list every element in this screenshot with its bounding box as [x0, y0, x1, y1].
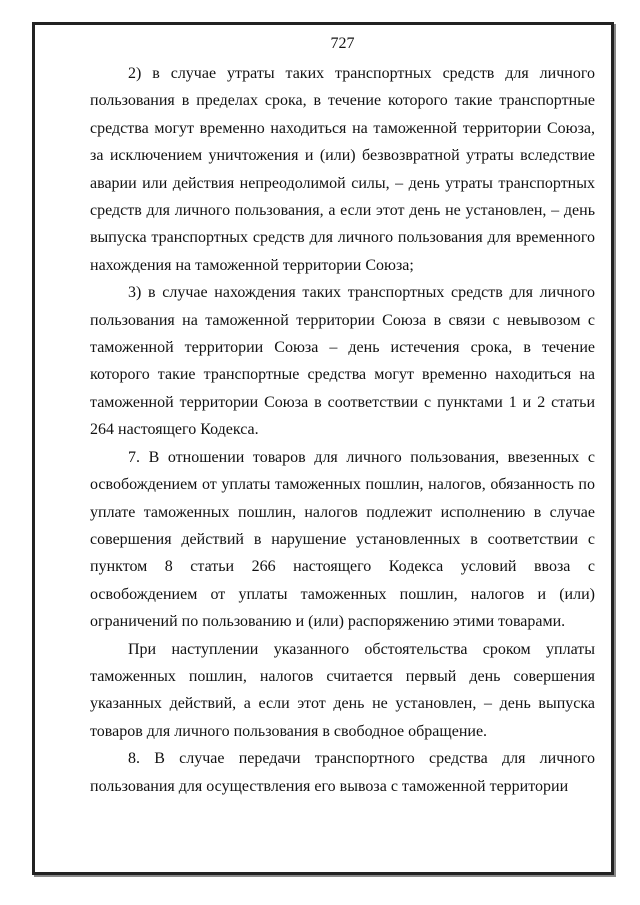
paragraph-item-3: 3) в случае нахождения таких транспортных средств для личного пользования на таможенной территории Союза в связи с невывозом с таможенной территории Союза – день истечения срока, в течение которого такие транспортные средства могут временно находиться на таможенной территории Союза в соответствии с пунктами 1 и 2 статьи 264 настоящего Кодекса. [90, 284, 595, 439]
page-number: 727 [330, 35, 355, 52]
paragraph-point-8: 8. В случае передачи транспортного средства для личного пользования для осуществления его вывоза с таможенной территории [90, 750, 595, 795]
paragraph-continuation: При наступлении указанного обстоятельства сроком уплаты таможенных пошлин, налогов считается первый день совершения указанных действий, а если этот день не установлен, – день выпуска товаров для личного пользования в свободное обращение. [90, 640, 595, 740]
document-page [90, 34, 595, 800]
paragraph-item-2: 2) в случае утраты таких транспортных средств для личного пользования в пределах срока, в течение которого такие транспортные средства могут временно находиться на таможенной территории Союза, за исключением уничтожения и (или) безвозвратной утраты вследствие аварии или действия непреодолимой силы, – день утраты транспортных средств для личного пользования, а если этот день не установлен, – день выпуска транспортных средств для личного пользования для временного нахождения на таможенной территории Союза; [90, 65, 595, 274]
paragraph-point-7: 7. В отношении товаров для личного пользования, ввезенных с освобождением от уплаты таможенных пошлин, налогов, обязанность по уплате таможенных пошлин, налогов подлежит исполнению в случае совершения действий в нарушение установленных в соответствии с пунктом 8 статьи 266 настоящего Кодекса условий ввоза с освобождением от уплаты таможенных пошлин, налогов и (или) ограничений по пользованию и (или) распоряжению этими товарами. [90, 448, 595, 631]
